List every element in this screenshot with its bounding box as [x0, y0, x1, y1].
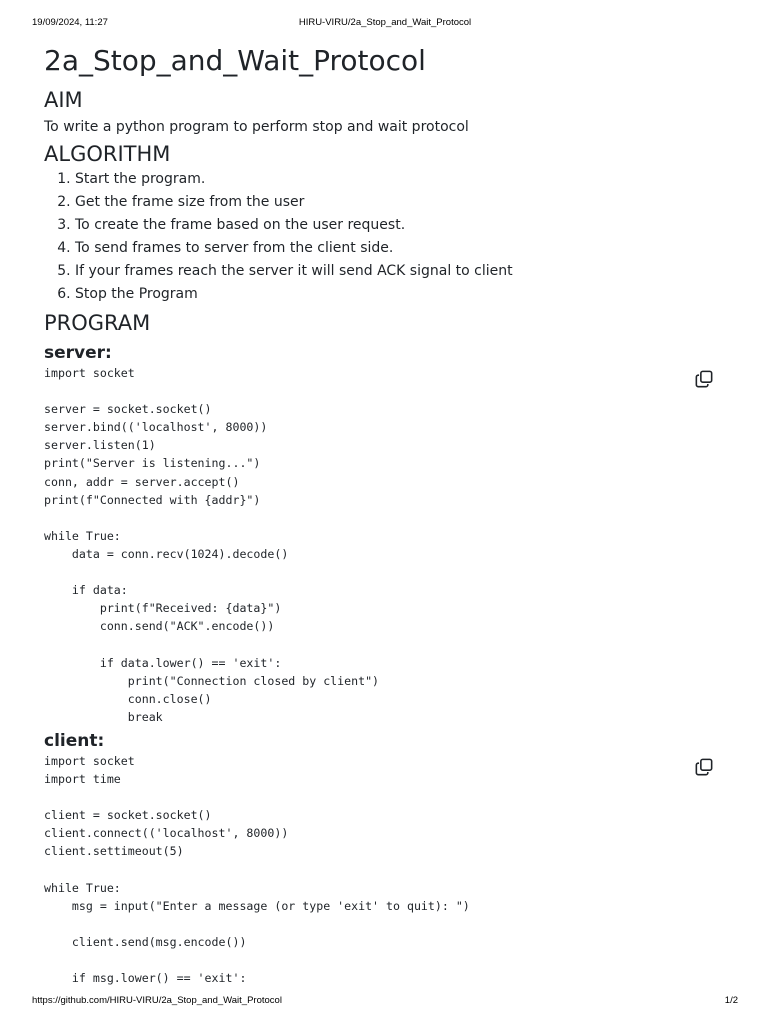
print-url: https://github.com/HIRU-VIRU/2a_Stop_and_Wait_Protocol: [32, 995, 282, 1006]
client-heading: client:: [44, 730, 105, 751]
algorithm-step: 6. Stop the Program: [75, 283, 724, 306]
algorithm-step: 1. Start the program.: [75, 168, 724, 191]
algorithm-steps: [44, 168, 724, 306]
server-heading: server:: [44, 343, 112, 363]
algorithm-heading: ALGORITHM: [44, 142, 171, 166]
print-footer: [32, 995, 738, 1009]
print-page-title: HIRU-VIRU/2a_Stop_and_Wait_Protocol: [298, 17, 472, 28]
print-header: [32, 17, 738, 31]
document-title: 2a_Stop_and_Wait_Protocol: [44, 44, 426, 77]
aim-heading: AIM: [44, 88, 83, 112]
copy-icon[interactable]: [695, 370, 713, 388]
algorithm-step: 3. To create the frame based on the user request.: [75, 214, 724, 237]
copy-icon[interactable]: [695, 758, 713, 776]
server-code: import socket server = socket.socket() server.bind(('localhost', 8000)) server.listen(1) print("Server is listening...") conn, addr = server.accept() print(f"Connected with {addr}") while True: data = conn.recv(1024).decode() if data: print(f"Received: {data}") conn.send("ACK".encode()) if data.lower() == 'exit': print("Connection closed by client") conn.close() break: [44, 366, 380, 724]
algorithm-step: 5. If your frames reach the server it will send ACK signal to client: [75, 260, 724, 283]
client-code: import socket import time client = socket.socket() client.connect(('localhost', 8000)) client.settimeout(5) while True: msg = input("Enter a message (or type 'exit' to quit): ") client.send(msg.encode()) if msg.lower() == 'exit':: [44, 753, 470, 985]
program-heading: PROGRAM: [44, 311, 151, 335]
server-code-block: [44, 364, 724, 726]
aim-text: To write a python program to perform stop and wait protocol: [44, 119, 469, 135]
algorithm-step: 4. To send frames to server from the client side.: [75, 237, 724, 260]
document-content: [44, 40, 724, 987]
client-code-block: [44, 752, 724, 987]
algorithm-step: 2. Get the frame size from the user: [75, 191, 724, 214]
print-datetime: 19/09/2024, 11:27: [32, 17, 108, 28]
print-page-number: 1/2: [724, 995, 738, 1006]
